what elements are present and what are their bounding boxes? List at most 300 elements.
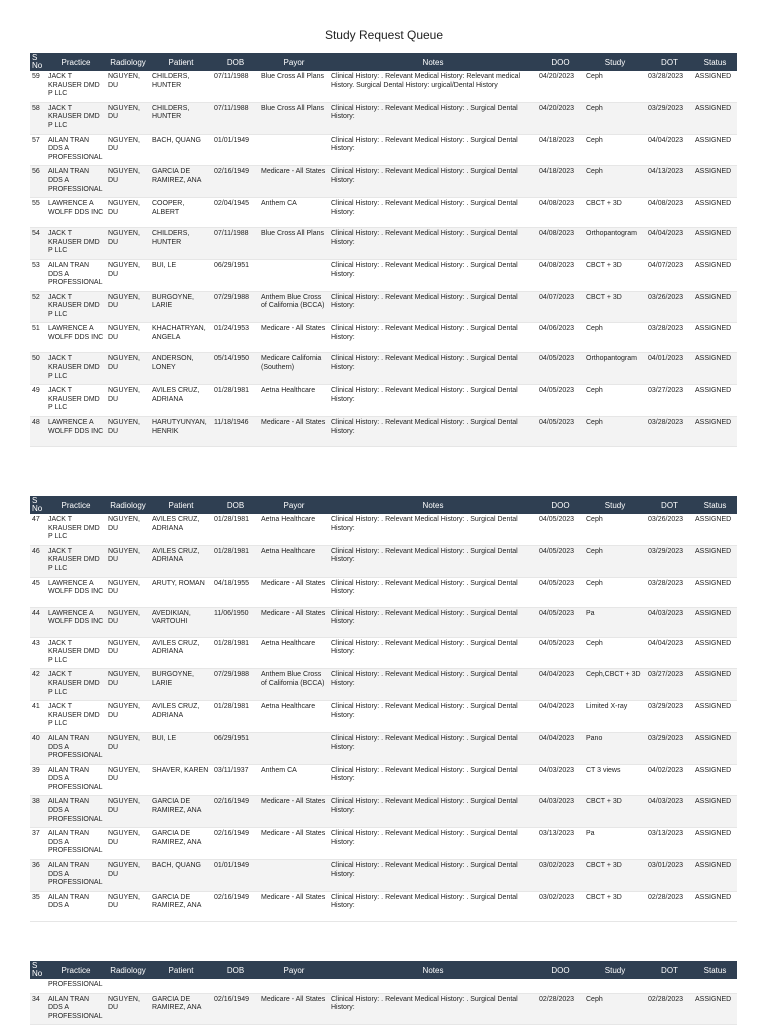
cell-doo: 04/20/2023 [537, 102, 584, 134]
cell-dot: 03/26/2023 [646, 291, 693, 323]
table-row[interactable] [30, 669, 737, 701]
table-row[interactable] [30, 166, 737, 198]
cell-radiology: NGUYEN, DU [106, 764, 150, 796]
table-row[interactable] [30, 979, 737, 993]
cell-study: Ceph [584, 993, 646, 1025]
column-header-dot[interactable]: DOT [646, 961, 693, 979]
column-header-dot[interactable]: DOT [646, 53, 693, 71]
column-header-dob[interactable]: DOB [212, 496, 259, 514]
cell-notes: Clinical History: . Relevant Medical History: . Surgical Dental History: [329, 353, 537, 385]
cell-radiology: NGUYEN, DU [106, 637, 150, 669]
cell-payor [259, 259, 329, 291]
cell-practice: JACK T KRAUSER DMD P LLC [46, 228, 106, 260]
cell-sno [30, 979, 46, 993]
cell-dob: 05/14/1950 [212, 353, 259, 385]
cell-practice: AILAN TRAN DDS A PROFESSIONAL [46, 134, 106, 166]
table-row[interactable] [30, 291, 737, 323]
cell-dob: 06/29/1951 [212, 732, 259, 764]
cell-payor: Medicare - All States [259, 166, 329, 198]
column-header-radiology[interactable]: Radiology [106, 496, 150, 514]
cell-dob: 11/18/1946 [212, 417, 259, 447]
cell-radiology: NGUYEN, DU [106, 71, 150, 102]
cell-practice: LAWRENCE A WOLFF DDS INC [46, 198, 106, 228]
column-header-practice[interactable]: Practice [46, 496, 106, 514]
cell-notes: Clinical History: . Relevant Medical History: . Surgical Dental History: [329, 732, 537, 764]
column-header-dob[interactable]: DOB [212, 53, 259, 71]
cell-dot: 03/29/2023 [646, 545, 693, 577]
cell-dot: 03/28/2023 [646, 323, 693, 353]
cell-payor: Medicare - All States [259, 796, 329, 828]
cell-notes [329, 979, 537, 993]
table-row[interactable] [30, 228, 737, 260]
table-row[interactable] [30, 134, 737, 166]
cell-doo: 04/05/2023 [537, 545, 584, 577]
study-table [30, 496, 737, 922]
table-row[interactable] [30, 323, 737, 353]
cell-dot: 03/27/2023 [646, 385, 693, 417]
cell-sno: 54 [30, 228, 46, 260]
cell-study: Ceph [584, 166, 646, 198]
cell-radiology: NGUYEN, DU [106, 323, 150, 353]
cell-sno: 59 [30, 71, 46, 102]
cell-status: ASSIGNED [693, 198, 737, 228]
cell-sno: 41 [30, 701, 46, 733]
cell-dot: 04/13/2023 [646, 166, 693, 198]
header-row [30, 496, 737, 514]
cell-practice: AILAN TRAN DDS A PROFESSIONAL [46, 166, 106, 198]
cell-study: Ceph [584, 545, 646, 577]
cell-radiology: NGUYEN, DU [106, 796, 150, 828]
cell-status: ASSIGNED [693, 102, 737, 134]
cell-dob: 02/16/1949 [212, 796, 259, 828]
cell-study: CT 3 views [584, 764, 646, 796]
cell-dob: 07/29/1988 [212, 669, 259, 701]
cell-status: ASSIGNED [693, 828, 737, 860]
cell-practice: AILAN TRAN DDS A PROFESSIONAL [46, 732, 106, 764]
column-header-dot[interactable]: DOT [646, 496, 693, 514]
column-header-study[interactable]: Study [584, 496, 646, 514]
cell-study: Ceph [584, 637, 646, 669]
cell-doo: 03/02/2023 [537, 860, 584, 892]
cell-notes: Clinical History: . Relevant Medical History: . Surgical Dental History: [329, 259, 537, 291]
cell-sno: 37 [30, 828, 46, 860]
cell-status: ASSIGNED [693, 514, 737, 545]
table-row[interactable] [30, 891, 737, 921]
cell-practice: JACK T KRAUSER DMD P LLC [46, 669, 106, 701]
table-row[interactable] [30, 353, 737, 385]
cell-doo: 04/08/2023 [537, 259, 584, 291]
cell-practice: LAWRENCE A WOLFF DDS INC [46, 323, 106, 353]
cell-patient: GARCIA DE RAMIREZ, ANA [150, 166, 212, 198]
study-table-1 [30, 53, 737, 447]
column-header-patient[interactable]: Patient [150, 53, 212, 71]
column-header-payor[interactable]: Payor [259, 496, 329, 514]
cell-patient: AVILES CRUZ, ADRIANA [150, 545, 212, 577]
cell-notes: Clinical History: . Relevant Medical History: . Surgical Dental History: [329, 385, 537, 417]
cell-radiology: NGUYEN, DU [106, 385, 150, 417]
cell-patient: BACH, QUANG [150, 134, 212, 166]
cell-doo: 04/03/2023 [537, 764, 584, 796]
cell-study: CBCT + 3D [584, 860, 646, 892]
study-table [30, 961, 737, 1025]
cell-status: ASSIGNED [693, 353, 737, 385]
cell-sno: 43 [30, 637, 46, 669]
cell-payor: Aetna Healthcare [259, 514, 329, 545]
cell-patient: GARCIA DE RAMIREZ, ANA [150, 796, 212, 828]
cell-doo: 04/06/2023 [537, 323, 584, 353]
cell-doo: 04/20/2023 [537, 71, 584, 102]
column-header-practice[interactable]: Practice [46, 961, 106, 979]
cell-payor: Medicare California (Southern) [259, 353, 329, 385]
cell-practice: JACK T KRAUSER DMD P LLC [46, 71, 106, 102]
cell-radiology: NGUYEN, DU [106, 228, 150, 260]
cell-patient: BACH, QUANG [150, 860, 212, 892]
cell-dob: 11/06/1950 [212, 607, 259, 637]
column-header-doo[interactable]: DOO [537, 53, 584, 71]
cell-radiology: NGUYEN, DU [106, 732, 150, 764]
cell-patient: COOPER, ALBERT [150, 198, 212, 228]
cell-payor: Aetna Healthcare [259, 545, 329, 577]
column-header-dob[interactable]: DOB [212, 961, 259, 979]
cell-radiology: NGUYEN, DU [106, 607, 150, 637]
cell-patient: BURGOYNE, LARIE [150, 291, 212, 323]
cell-dot: 02/28/2023 [646, 993, 693, 1025]
cell-sno: 52 [30, 291, 46, 323]
cell-status: ASSIGNED [693, 291, 737, 323]
cell-payor: Medicare - All States [259, 993, 329, 1025]
cell-study: Ceph [584, 71, 646, 102]
cell-patient: KHACHATRYAN, ANGELA [150, 323, 212, 353]
cell-practice: LAWRENCE A WOLFF DDS INC [46, 607, 106, 637]
column-header-status[interactable]: Status [693, 496, 737, 514]
table-row[interactable] [30, 577, 737, 607]
cell-payor: Medicare - All States [259, 891, 329, 921]
table-row[interactable] [30, 417, 737, 447]
column-header-notes[interactable]: Notes [329, 53, 537, 71]
cell-payor: Medicare - All States [259, 417, 329, 447]
cell-status: ASSIGNED [693, 228, 737, 260]
cell-radiology: NGUYEN, DU [106, 259, 150, 291]
cell-dob: 01/01/1949 [212, 860, 259, 892]
column-header-doo[interactable]: DOO [537, 961, 584, 979]
cell-doo [537, 979, 584, 993]
column-header-payor[interactable]: Payor [259, 961, 329, 979]
cell-study: Ceph [584, 385, 646, 417]
cell-status: ASSIGNED [693, 732, 737, 764]
cell-sno: 50 [30, 353, 46, 385]
table-row[interactable] [30, 860, 737, 892]
table-row[interactable] [30, 102, 737, 134]
cell-notes: Clinical History: . Relevant Medical History: . Surgical Dental History: [329, 860, 537, 892]
cell-patient: CHILDERS, HUNTER [150, 228, 212, 260]
cell-radiology: NGUYEN, DU [106, 134, 150, 166]
table-row[interactable] [30, 993, 737, 1025]
cell-doo: 04/05/2023 [537, 417, 584, 447]
study-table [30, 53, 737, 447]
cell-notes: Clinical History: . Relevant Medical History: Relevant medical History. Surgical Dental History: urgical/Dental History [329, 71, 537, 102]
cell-doo: 04/04/2023 [537, 732, 584, 764]
column-header-status[interactable]: Status [693, 961, 737, 979]
cell-sno: 34 [30, 993, 46, 1025]
cell-dot: 03/28/2023 [646, 577, 693, 607]
cell-notes: Clinical History: . Relevant Medical History: . Surgical Dental History: [329, 796, 537, 828]
table-row[interactable] [30, 732, 737, 764]
cell-dot: 04/03/2023 [646, 607, 693, 637]
cell-study: CBCT + 3D [584, 796, 646, 828]
cell-practice: JACK T KRAUSER DMD P LLC [46, 545, 106, 577]
cell-sno: 47 [30, 514, 46, 545]
cell-status: ASSIGNED [693, 134, 737, 166]
cell-doo: 04/05/2023 [537, 577, 584, 607]
cell-notes: Clinical History: . Relevant Medical History: . Surgical Dental History: [329, 764, 537, 796]
cell-payor [259, 860, 329, 892]
column-header-doo[interactable]: DOO [537, 496, 584, 514]
cell-dob [212, 979, 259, 993]
cell-dot: 03/28/2023 [646, 417, 693, 447]
cell-dob: 01/28/1981 [212, 637, 259, 669]
cell-dob: 02/04/1945 [212, 198, 259, 228]
cell-practice: PROFESSIONAL [46, 979, 106, 993]
cell-patient [150, 979, 212, 993]
cell-status: ASSIGNED [693, 701, 737, 733]
cell-dob: 07/11/1988 [212, 228, 259, 260]
cell-notes: Clinical History: . Relevant Medical History: . Surgical Dental History: [329, 323, 537, 353]
cell-payor [259, 732, 329, 764]
cell-notes: Clinical History: . Relevant Medical History: . Surgical Dental History: [329, 701, 537, 733]
cell-doo: 04/05/2023 [537, 385, 584, 417]
cell-radiology: NGUYEN, DU [106, 353, 150, 385]
column-header-notes[interactable]: Notes [329, 496, 537, 514]
column-header-notes[interactable]: Notes [329, 961, 537, 979]
cell-sno: 53 [30, 259, 46, 291]
cell-status: ASSIGNED [693, 545, 737, 577]
cell-dot: 04/08/2023 [646, 198, 693, 228]
cell-dob: 06/29/1951 [212, 259, 259, 291]
cell-dot: 04/03/2023 [646, 796, 693, 828]
cell-study: Limited X-ray [584, 701, 646, 733]
cell-patient: HARUTYUNYAN, HENRIK [150, 417, 212, 447]
cell-status: ASSIGNED [693, 796, 737, 828]
cell-payor: Blue Cross All Plans [259, 71, 329, 102]
cell-study: Ceph [584, 323, 646, 353]
cell-practice: JACK T KRAUSER DMD P LLC [46, 102, 106, 134]
cell-payor: Anthem CA [259, 198, 329, 228]
table-row[interactable] [30, 764, 737, 796]
cell-patient: GARCIA DE RAMIREZ, ANA [150, 828, 212, 860]
cell-doo: 02/28/2023 [537, 993, 584, 1025]
cell-payor: Aetna Healthcare [259, 637, 329, 669]
cell-sno: 55 [30, 198, 46, 228]
cell-status: ASSIGNED [693, 993, 737, 1025]
cell-status: ASSIGNED [693, 323, 737, 353]
column-header-practice[interactable]: Practice [46, 53, 106, 71]
header-row [30, 961, 737, 979]
cell-dot: 03/29/2023 [646, 701, 693, 733]
cell-status [693, 979, 737, 993]
cell-dot: 04/01/2023 [646, 353, 693, 385]
table-row[interactable] [30, 71, 737, 102]
cell-practice: AILAN TRAN DDS A PROFESSIONAL [46, 259, 106, 291]
cell-radiology: NGUYEN, DU [106, 993, 150, 1025]
cell-sno: 36 [30, 860, 46, 892]
cell-study: CBCT + 3D [584, 259, 646, 291]
cell-dob: 07/11/1988 [212, 71, 259, 102]
cell-dot: 04/04/2023 [646, 637, 693, 669]
cell-notes: Clinical History: . Relevant Medical History: . Surgical Dental History: [329, 669, 537, 701]
cell-radiology: NGUYEN, DU [106, 166, 150, 198]
cell-doo: 04/05/2023 [537, 514, 584, 545]
cell-status: ASSIGNED [693, 259, 737, 291]
cell-practice: JACK T KRAUSER DMD P LLC [46, 291, 106, 323]
cell-study [584, 979, 646, 993]
cell-sno: 40 [30, 732, 46, 764]
cell-patient: BUI, LE [150, 732, 212, 764]
cell-dot: 02/28/2023 [646, 891, 693, 921]
cell-dob: 01/28/1981 [212, 514, 259, 545]
cell-dob: 04/18/1955 [212, 577, 259, 607]
cell-practice: JACK T KRAUSER DMD P LLC [46, 637, 106, 669]
cell-patient: ANDERSON, LONEY [150, 353, 212, 385]
cell-study: CBCT + 3D [584, 198, 646, 228]
study-table-2 [30, 496, 737, 922]
table-row[interactable] [30, 198, 737, 228]
cell-doo: 04/04/2023 [537, 669, 584, 701]
cell-radiology: NGUYEN, DU [106, 701, 150, 733]
cell-sno: 45 [30, 577, 46, 607]
cell-doo: 04/18/2023 [537, 134, 584, 166]
cell-sno: 38 [30, 796, 46, 828]
cell-study: Orthopantogram [584, 228, 646, 260]
cell-sno: 58 [30, 102, 46, 134]
table-row[interactable] [30, 796, 737, 828]
cell-study: Ceph,CBCT + 3D [584, 669, 646, 701]
cell-sno: 57 [30, 134, 46, 166]
cell-sno: 51 [30, 323, 46, 353]
cell-status: ASSIGNED [693, 577, 737, 607]
cell-radiology: NGUYEN, DU [106, 291, 150, 323]
cell-notes: Clinical History: . Relevant Medical History: . Surgical Dental History: [329, 637, 537, 669]
cell-payor [259, 134, 329, 166]
cell-notes: Clinical History: . Relevant Medical History: . Surgical Dental History: [329, 134, 537, 166]
cell-doo: 04/08/2023 [537, 228, 584, 260]
cell-practice: AILAN TRAN DDS A PROFESSIONAL [46, 796, 106, 828]
cell-dot: 03/28/2023 [646, 71, 693, 102]
cell-sno: 49 [30, 385, 46, 417]
cell-status: ASSIGNED [693, 71, 737, 102]
cell-status: ASSIGNED [693, 860, 737, 892]
table-row[interactable] [30, 385, 737, 417]
cell-notes: Clinical History: . Relevant Medical History: . Surgical Dental History: [329, 607, 537, 637]
cell-patient: AVILES CRUZ, ADRIANA [150, 637, 212, 669]
cell-dob: 02/16/1949 [212, 166, 259, 198]
cell-notes: Clinical History: . Relevant Medical History: . Surgical Dental History: [329, 577, 537, 607]
cell-doo: 04/18/2023 [537, 166, 584, 198]
table-row[interactable] [30, 828, 737, 860]
cell-payor: Anthem Blue Cross of California (BCCA) [259, 669, 329, 701]
table-row[interactable] [30, 637, 737, 669]
cell-sno: 42 [30, 669, 46, 701]
column-header-status[interactable]: Status [693, 53, 737, 71]
cell-patient: GARCIA DE RAMIREZ, ANA [150, 993, 212, 1025]
cell-radiology: NGUYEN, DU [106, 102, 150, 134]
cell-payor: Anthem Blue Cross of California (BCCA) [259, 291, 329, 323]
cell-payor: Anthem CA [259, 764, 329, 796]
cell-dob: 02/16/1949 [212, 828, 259, 860]
table-row[interactable] [30, 701, 737, 733]
cell-patient: AVILES CRUZ, ADRIANA [150, 514, 212, 545]
column-header-patient[interactable]: Patient [150, 496, 212, 514]
column-header-study[interactable]: Study [584, 53, 646, 71]
cell-radiology: NGUYEN, DU [106, 514, 150, 545]
cell-practice: JACK T KRAUSER DMD P LLC [46, 701, 106, 733]
cell-sno: 46 [30, 545, 46, 577]
column-header-patient[interactable]: Patient [150, 961, 212, 979]
cell-practice: AILAN TRAN DDS A PROFESSIONAL [46, 764, 106, 796]
cell-dob: 07/29/1988 [212, 291, 259, 323]
cell-payor: Blue Cross All Plans [259, 102, 329, 134]
cell-sno: 44 [30, 607, 46, 637]
cell-sno: 56 [30, 166, 46, 198]
cell-dob: 03/11/1937 [212, 764, 259, 796]
cell-patient: AVEDIKIAN, VARTOUHI [150, 607, 212, 637]
cell-practice: JACK T KRAUSER DMD P LLC [46, 514, 106, 545]
table-row[interactable] [30, 259, 737, 291]
column-header-payor[interactable]: Payor [259, 53, 329, 71]
cell-dob: 01/24/1953 [212, 323, 259, 353]
cell-notes: Clinical History: . Relevant Medical History: . Surgical Dental History: [329, 993, 537, 1025]
cell-patient: CHILDERS, HUNTER [150, 71, 212, 102]
cell-status: ASSIGNED [693, 385, 737, 417]
cell-radiology: NGUYEN, DU [106, 828, 150, 860]
cell-practice: LAWRENCE A WOLFF DDS INC [46, 417, 106, 447]
cell-dot: 03/13/2023 [646, 828, 693, 860]
cell-patient: CHILDERS, HUNTER [150, 102, 212, 134]
cell-doo: 04/07/2023 [537, 291, 584, 323]
cell-payor: Aetna Healthcare [259, 385, 329, 417]
column-header-radiology[interactable]: Radiology [106, 961, 150, 979]
cell-doo: 04/04/2023 [537, 701, 584, 733]
cell-sno: 48 [30, 417, 46, 447]
table-row[interactable] [30, 607, 737, 637]
cell-status: ASSIGNED [693, 891, 737, 921]
cell-status: ASSIGNED [693, 764, 737, 796]
table-row[interactable] [30, 545, 737, 577]
column-header-sno[interactable]: S No [30, 496, 46, 514]
cell-dob: 02/16/1949 [212, 993, 259, 1025]
cell-study: Ceph [584, 514, 646, 545]
cell-status: ASSIGNED [693, 669, 737, 701]
cell-study: CBCT + 3D [584, 891, 646, 921]
cell-status: ASSIGNED [693, 607, 737, 637]
column-header-sno[interactable]: S No [30, 53, 46, 71]
cell-doo: 03/13/2023 [537, 828, 584, 860]
cell-notes: Clinical History: . Relevant Medical History: . Surgical Dental History: [329, 514, 537, 545]
cell-dob: 01/01/1949 [212, 134, 259, 166]
cell-patient: GARCIA DE RAMIREZ, ANA [150, 891, 212, 921]
column-header-sno[interactable]: S No [30, 961, 46, 979]
cell-dob: 02/16/1949 [212, 891, 259, 921]
cell-notes: Clinical History: . Relevant Medical History: . Surgical Dental History: [329, 228, 537, 260]
column-header-study[interactable]: Study [584, 961, 646, 979]
cell-practice: JACK T KRAUSER DMD P LLC [46, 385, 106, 417]
column-header-radiology[interactable]: Radiology [106, 53, 150, 71]
cell-dot [646, 979, 693, 993]
cell-notes: Clinical History: . Relevant Medical History: . Surgical Dental History: [329, 417, 537, 447]
cell-dob: 07/11/1988 [212, 102, 259, 134]
cell-study: Ceph [584, 134, 646, 166]
cell-practice: LAWRENCE A WOLFF DDS INC [46, 577, 106, 607]
table-row[interactable] [30, 514, 737, 545]
